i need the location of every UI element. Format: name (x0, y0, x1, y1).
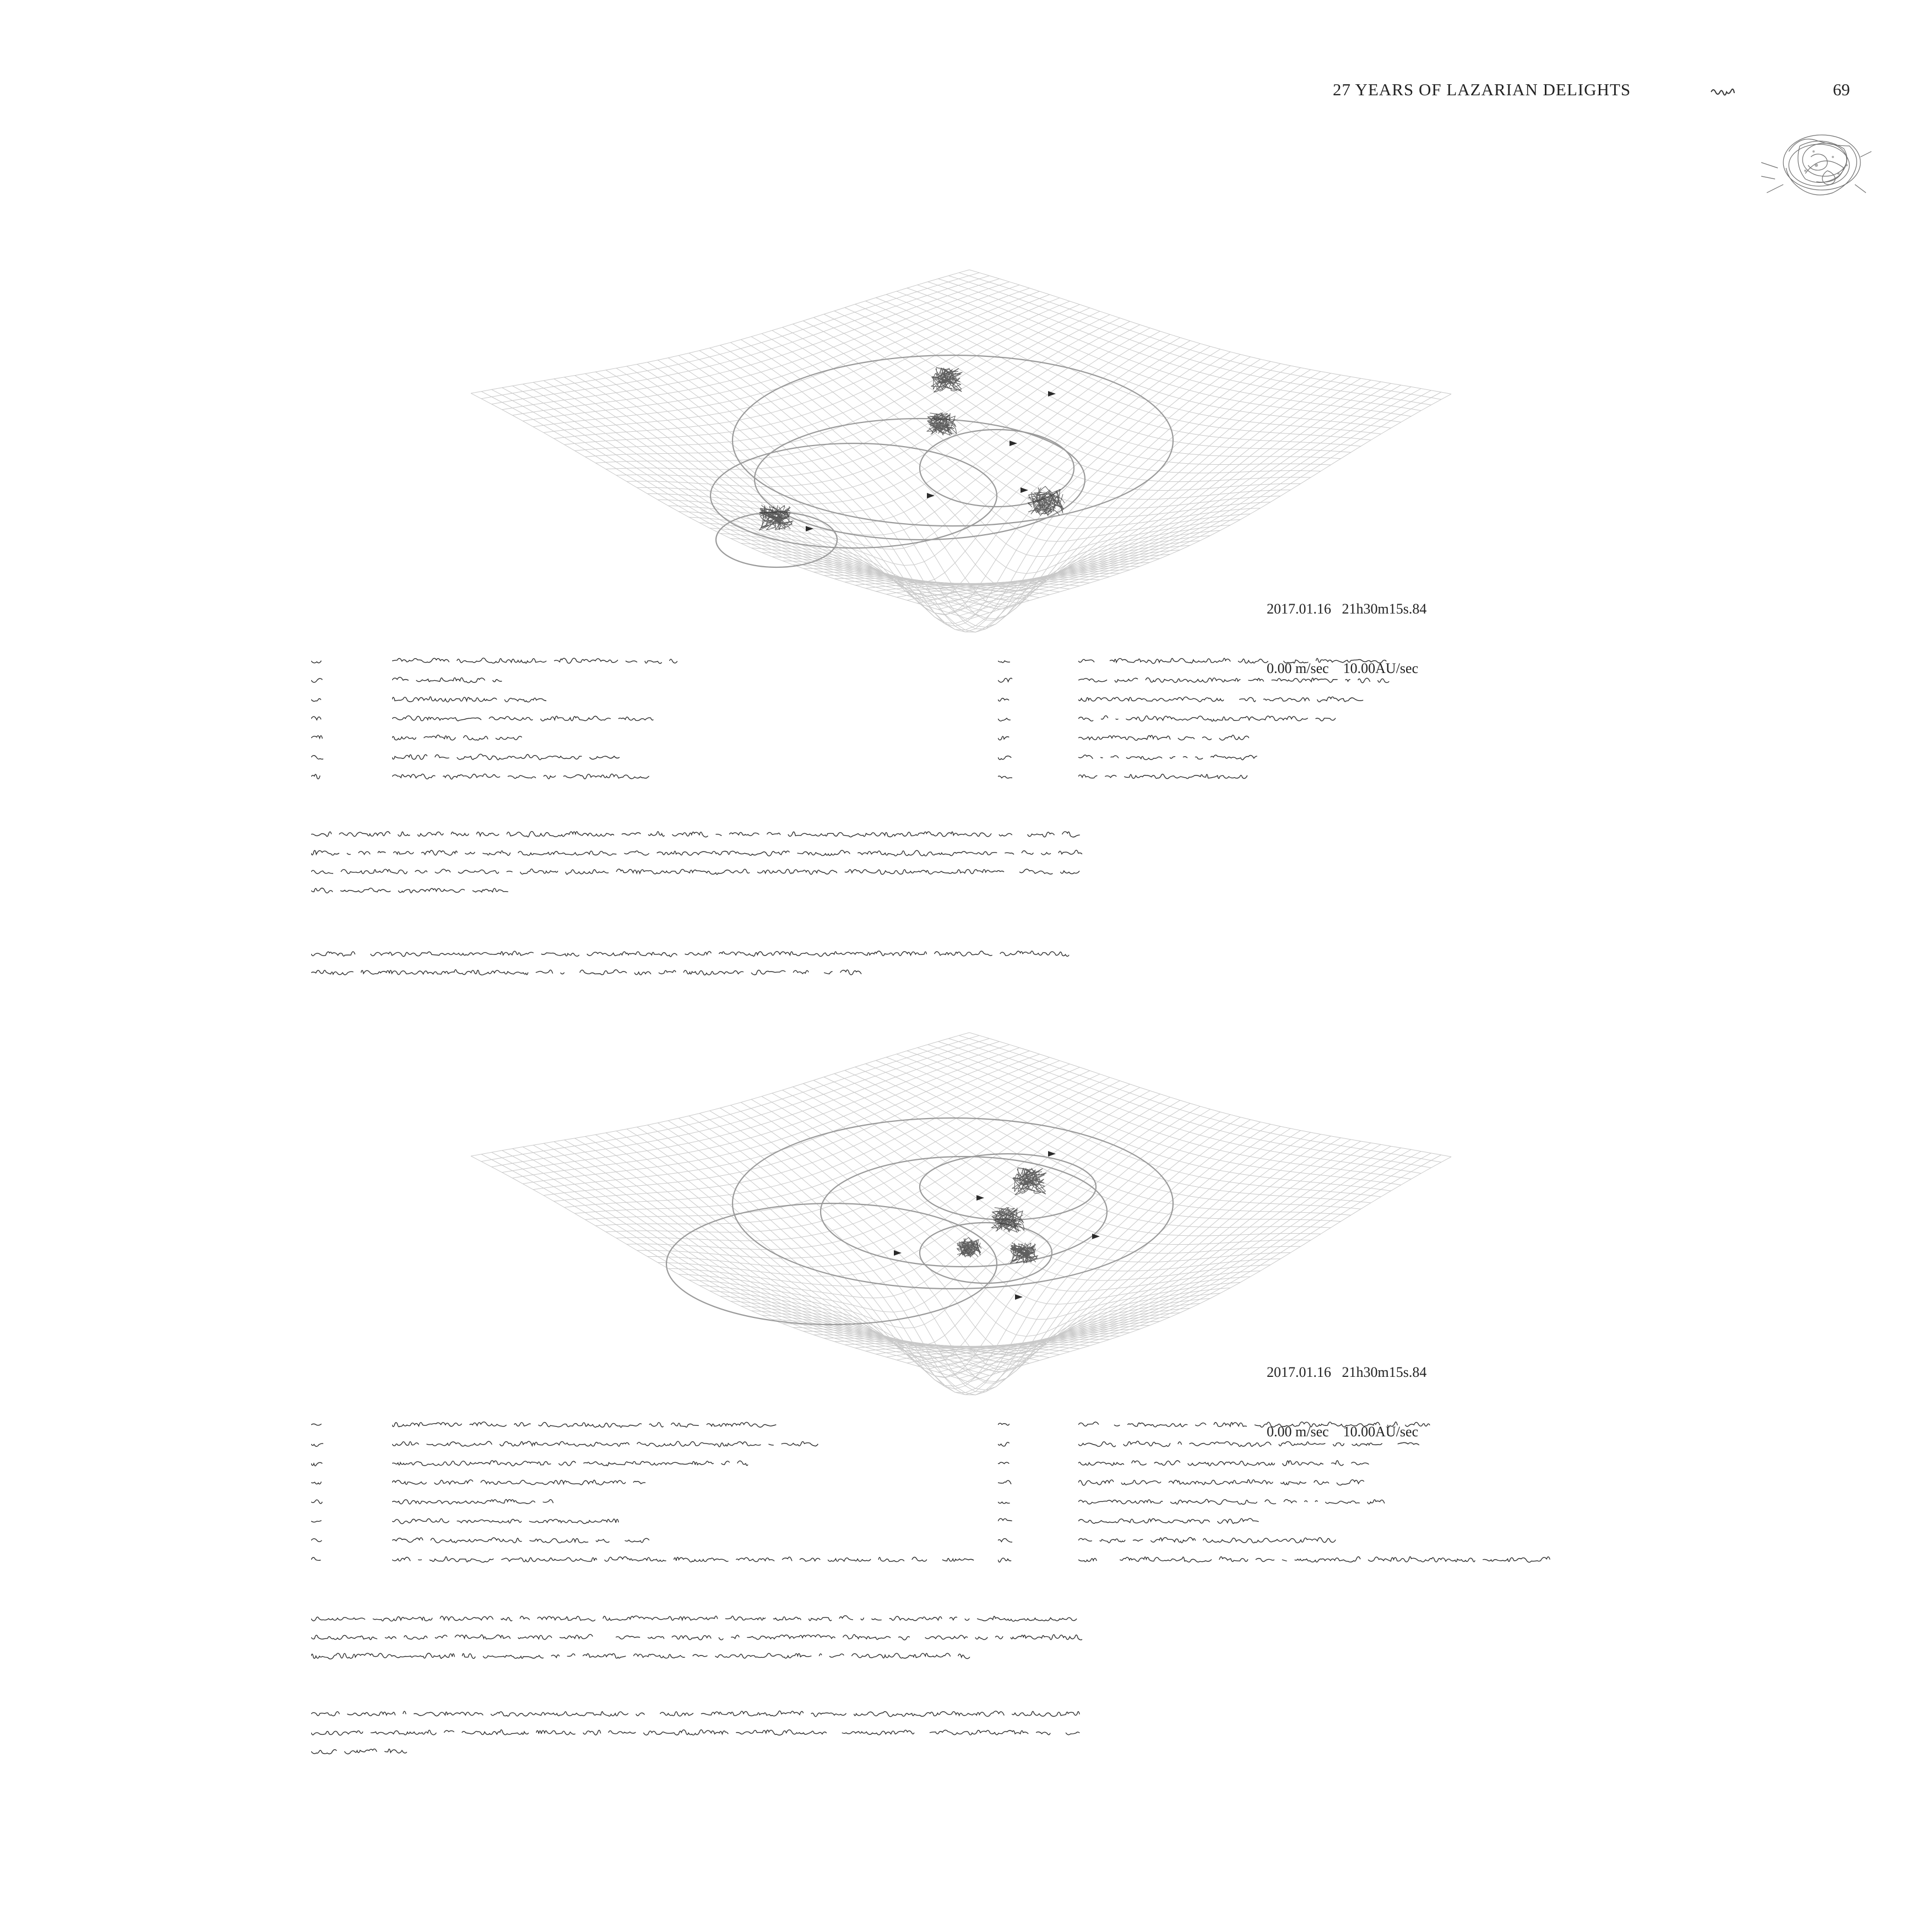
caption-index (998, 731, 1012, 744)
caption-entry (392, 731, 524, 744)
caption-index (998, 751, 1012, 763)
paragraph-line (311, 1649, 972, 1662)
caption-index (311, 1495, 323, 1507)
readout-timestamp: 2017.01.16 21h30m15s.84 (1267, 601, 1427, 617)
paragraph-line (311, 947, 1071, 959)
caption-entry (392, 1495, 557, 1507)
paragraph-line (311, 846, 1082, 859)
caption-entry (1078, 770, 1249, 782)
caption-entry (1078, 731, 1249, 744)
caption-index (998, 674, 1012, 686)
caption-index (998, 1418, 1012, 1430)
page-number: 69 (1833, 80, 1850, 99)
caption-entry (1078, 1534, 1337, 1546)
paragraph-line (311, 1745, 410, 1757)
caption-entry (1078, 1495, 1387, 1507)
caption-index (311, 674, 323, 686)
caption-index (311, 1553, 323, 1565)
caption-index (311, 654, 323, 666)
caption-index (998, 1457, 1012, 1469)
caption-index (311, 751, 323, 763)
caption-entry (1078, 1553, 1552, 1565)
paragraph-line (311, 966, 862, 978)
caption-entry (392, 770, 651, 782)
caption-entry (1078, 1476, 1365, 1488)
caption-entry (1078, 693, 1365, 705)
caption-index (998, 654, 1012, 666)
caption-index (311, 1476, 323, 1488)
caption-index (311, 1418, 323, 1430)
caption-index (311, 731, 323, 744)
caption-entry (392, 1437, 822, 1450)
paragraph-line (311, 1612, 1082, 1624)
caption-entry (392, 1553, 976, 1565)
caption-index (998, 1553, 1012, 1565)
caption-entry (1078, 654, 1387, 666)
caption-entry (392, 1418, 789, 1430)
readout-speeds: 0.00 m/sec 10.00AU/sec (1267, 1424, 1419, 1440)
caption-index (998, 1437, 1012, 1450)
caption-index (311, 1534, 323, 1546)
caption-index (311, 770, 323, 782)
caption-entry (1078, 712, 1337, 724)
caption-index (998, 693, 1012, 705)
caption-entry (1078, 674, 1392, 686)
caption-index (311, 1437, 323, 1450)
readout-timestamp: 2017.01.16 21h30m15s.84 (1267, 1364, 1427, 1380)
caption-entry (1078, 1437, 1420, 1450)
caption-index (998, 1476, 1012, 1488)
paragraph-line (311, 1726, 1082, 1738)
paragraph-line (311, 884, 509, 896)
caption-entry (1078, 1515, 1260, 1527)
caption-index (311, 1515, 323, 1527)
caption-entry (392, 1534, 651, 1546)
caption-index (311, 1457, 323, 1469)
paragraph-line (311, 865, 1082, 877)
caption-entry (392, 654, 679, 666)
asemic-header-glyph-icon (1710, 85, 1735, 96)
caption-index (998, 1495, 1012, 1507)
caption-index (998, 1534, 1012, 1546)
readout-speeds: 0.00 m/sec 10.00AU/sec (1267, 660, 1419, 676)
paragraph-line (311, 1631, 1082, 1643)
caption-entry (1078, 751, 1260, 763)
asemic-corner-scribble-icon (1750, 118, 1877, 212)
caption-entry (392, 1457, 750, 1469)
caption-entry (1078, 1418, 1431, 1430)
caption-entry (392, 751, 629, 763)
caption-index (998, 1515, 1012, 1527)
caption-index (311, 693, 323, 705)
caption-entry (392, 1476, 645, 1488)
paragraph-line (311, 828, 1082, 840)
caption-entry (392, 1515, 629, 1527)
caption-index (998, 712, 1012, 724)
running-header-title: 27 YEARS OF LAZARIAN DELIGHTS (1333, 80, 1631, 99)
caption-entry (392, 712, 656, 724)
caption-entry (392, 693, 546, 705)
caption-index (998, 770, 1012, 782)
caption-entry (392, 674, 502, 686)
caption-entry (1078, 1457, 1376, 1469)
caption-index (311, 712, 323, 724)
paragraph-line (311, 1707, 1082, 1719)
